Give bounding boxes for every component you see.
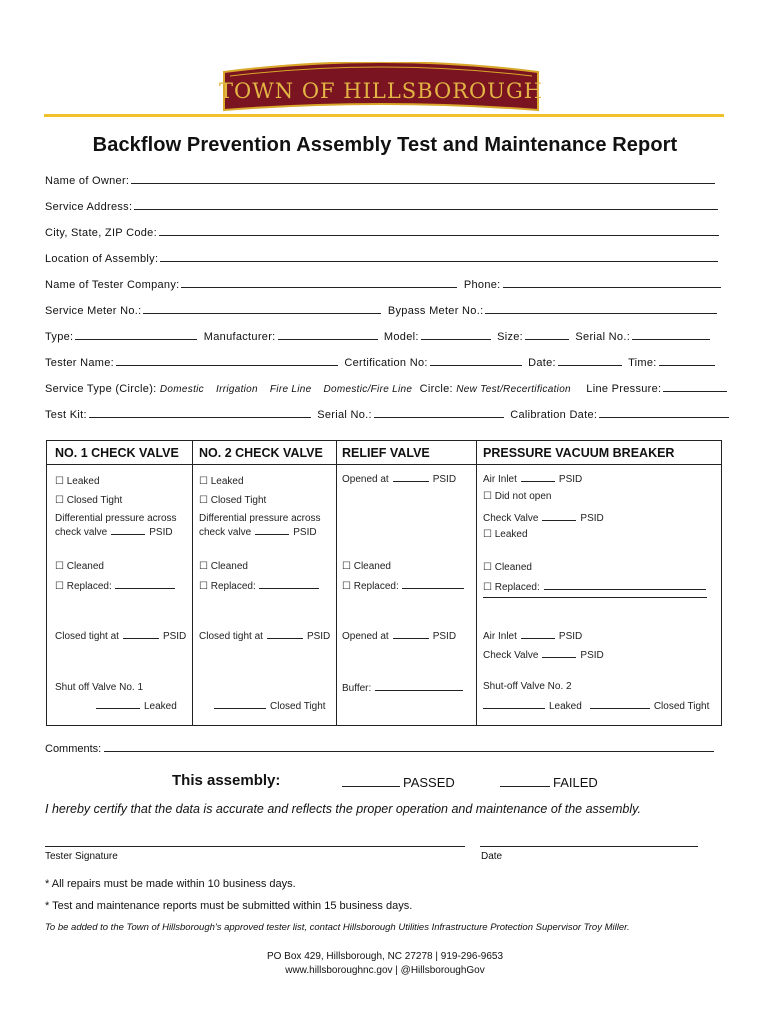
shutoff-1-closed-tight-field[interactable] [214, 699, 266, 709]
c2-diff-pressure-row[interactable] [199, 525, 317, 539]
type-label: Type: [45, 331, 74, 343]
table-border-bottom [46, 725, 722, 726]
logo-text: TOWN OF HILLSBOROUGH [218, 79, 544, 103]
c4-check-valve-psid-2: PSID [580, 650, 604, 661]
city-field[interactable] [159, 226, 719, 236]
c1-closed-tight-at-row[interactable] [55, 629, 186, 643]
c2-diff-pressure-label: Differential pressure across [199, 513, 321, 524]
service-meter-label: Service Meter No.: [45, 305, 142, 317]
shutoff-2-leaked-field[interactable] [483, 699, 545, 709]
c3-buffer-label: Buffer: [342, 683, 372, 694]
failed-label: FAILED [553, 775, 598, 790]
c4-leaked-checkbox[interactable]: ☐ Leaked [483, 529, 528, 540]
c1-replaced-row[interactable] [55, 579, 175, 593]
c3-buffer-row[interactable] [342, 681, 463, 695]
c1-closed-tight-at-label: Closed tight at [55, 631, 119, 642]
passed-field[interactable] [342, 777, 400, 787]
service-type-irrigation[interactable]: Irrigation [215, 384, 258, 395]
header-no2-check-valve: NO. 2 CHECK VALVE [199, 446, 323, 460]
table-col-divider-1 [192, 440, 193, 726]
owner-line[interactable] [45, 174, 718, 187]
table-col-divider-2 [336, 440, 337, 726]
c4-cleaned-checkbox[interactable]: ☐ Cleaned [483, 562, 532, 573]
line-pressure-label: Line Pressure: [586, 383, 662, 395]
c2-check-valve-label: check valve [199, 527, 252, 538]
c4-air-inlet-label-2: Air Inlet [483, 631, 517, 642]
c2-replaced-label: ☐ Replaced: [199, 581, 256, 592]
shutoff-2-leaked-label: Leaked [549, 701, 582, 712]
passed-label: PASSED [403, 775, 455, 790]
c2-psid-label: PSID [293, 527, 317, 538]
time-label: Time: [628, 357, 657, 369]
tester-name-field[interactable] [116, 356, 338, 366]
location-line[interactable] [45, 252, 721, 265]
table-border-left [46, 440, 47, 726]
c2-leaked-checkbox[interactable]: ☐ Leaked [199, 476, 244, 487]
c4-replaced-label: ☐ Replaced: [483, 582, 540, 593]
signature-date-field[interactable] [480, 846, 698, 847]
page-title: Backflow Prevention Assembly Test and Maintenance Report [92, 134, 678, 156]
table-header-divider [46, 464, 722, 465]
circle-new-test[interactable]: New Test/Recertification [456, 384, 571, 395]
c4-check-valve-field-2[interactable] [542, 648, 576, 658]
table-border-right [721, 440, 722, 726]
tester-list-note: To be added to the Town of Hillsborough's approved tester list, contact Hillsborough Utilities Infrastructure Protection Supervisor Troy Miller. [45, 922, 630, 933]
signature-date-label: Date [481, 851, 503, 862]
c4-air-inlet-row-2[interactable] [483, 629, 582, 643]
c1-psid-label: PSID [149, 527, 173, 538]
c4-check-valve-field[interactable] [542, 511, 576, 521]
tester-name-line[interactable] [45, 356, 718, 369]
c2-closed-tight-checkbox[interactable]: ☐ Closed Tight [199, 495, 267, 506]
bypass-meter-label: Bypass Meter No.: [387, 305, 484, 317]
c2-replaced-row[interactable] [199, 579, 319, 593]
c4-check-valve-label: Check Valve [483, 513, 539, 524]
c1-diff-pressure-field[interactable] [111, 525, 145, 535]
c3-opened-at-field-2[interactable] [393, 629, 429, 639]
c1-diff-pressure-row[interactable] [55, 525, 173, 539]
c3-psid-label-2: PSID [432, 631, 457, 642]
c3-buffer-field[interactable] [375, 681, 463, 691]
c4-air-inlet-field-2[interactable] [521, 629, 555, 639]
c4-check-valve-row-2[interactable] [483, 648, 604, 662]
comments-line[interactable] [45, 742, 714, 755]
logo-banner [218, 62, 544, 116]
c4-check-valve-psid: PSID [580, 513, 604, 524]
tester-signature-label: Tester Signature [45, 851, 118, 862]
c4-air-inlet-psid-2: PSID [558, 631, 583, 642]
service-meter-field[interactable] [143, 304, 381, 314]
c1-cleaned-checkbox[interactable]: ☐ Cleaned [55, 561, 104, 572]
shutoff-2-closed-tight-label: Closed Tight [653, 701, 710, 712]
c4-check-valve-row[interactable] [483, 511, 604, 525]
shutoff-valve-2-label: Shut-off Valve No. 2 [483, 681, 572, 692]
c2-replaced-field[interactable] [259, 579, 319, 589]
c3-opened-at-row[interactable] [342, 472, 456, 486]
owner-field[interactable] [131, 174, 715, 184]
certification-label: Certification No: [344, 357, 428, 369]
assembly-label: This assembly: [172, 772, 281, 789]
c3-opened-at-field[interactable] [393, 472, 429, 482]
c1-closed-tight-at-field[interactable] [123, 629, 159, 639]
service-type-domestic-fire[interactable]: Domestic/Fire Line [323, 384, 413, 395]
shutoff-1-closed-tight-row[interactable] [214, 699, 326, 713]
c3-opened-at-row-2[interactable] [342, 629, 456, 643]
c4-air-inlet-label: Air Inlet [483, 474, 517, 485]
header-relief-valve: RELIEF VALVE [342, 446, 430, 460]
type-line[interactable] [45, 330, 713, 343]
test-kit-serial-field[interactable] [374, 408, 504, 418]
city-label: City, State, ZIP Code: [45, 227, 157, 239]
c4-air-inlet-row[interactable] [483, 472, 582, 486]
service-type-line[interactable] [45, 382, 730, 395]
tester-signature-field[interactable] [45, 846, 465, 847]
c1-closed-tight-checkbox[interactable]: ☐ Closed Tight [55, 495, 123, 506]
c4-air-inlet-field[interactable] [521, 472, 555, 482]
tester-company-field[interactable] [181, 278, 457, 288]
shutoff-1-closed-tight-label: Closed Tight [270, 701, 326, 712]
serial-label: Serial No.: [575, 331, 631, 343]
c2-closed-tight-psid: PSID [306, 631, 331, 642]
c2-cleaned-checkbox[interactable]: ☐ Cleaned [199, 561, 248, 572]
footer-web: www.hillsboroughnc.gov | @HillsboroughGov [285, 965, 485, 976]
c4-replaced-row[interactable] [483, 580, 706, 594]
c1-leaked-checkbox[interactable]: ☐ Leaked [55, 476, 100, 487]
c3-psid-label: PSID [432, 474, 457, 485]
note-reports: * Test and maintenance reports must be submitted within 15 business days. [45, 900, 413, 912]
location-label: Location of Assembly: [45, 253, 159, 265]
bypass-meter-field[interactable] [485, 304, 717, 314]
c3-opened-at-label-2: Opened at [342, 631, 389, 642]
meter-line[interactable] [45, 304, 720, 317]
header-no1-check-valve: NO. 1 CHECK VALVE [55, 446, 179, 460]
phone-label: Phone: [463, 279, 501, 291]
size-label: Size: [497, 331, 524, 343]
c1-diff-pressure-label: Differential pressure across [55, 513, 177, 524]
c3-opened-at-label: Opened at [342, 474, 389, 485]
test-kit-serial-label: Serial No.: [317, 409, 372, 421]
manufacturer-label: Manufacturer: [203, 331, 276, 343]
date-label: Date: [528, 357, 556, 369]
serial-field[interactable] [632, 330, 710, 340]
service-address-label: Service Address: [45, 201, 133, 213]
comments-field[interactable] [104, 742, 714, 752]
failed-field[interactable] [500, 777, 550, 787]
c1-check-valve-label: check valve [55, 527, 108, 538]
passed-option[interactable] [342, 775, 455, 790]
certification-field[interactable] [430, 356, 522, 366]
c4-replaced-field-2[interactable] [483, 596, 707, 598]
c2-diff-pressure-field[interactable] [255, 525, 289, 535]
c4-did-not-open-checkbox[interactable]: ☐ Did not open [483, 491, 552, 502]
phone-field[interactable] [503, 278, 721, 288]
footer-address: PO Box 429, Hillsborough, NC 27278 | 919-296-9653 [266, 951, 504, 962]
owner-label: Name of Owner: [45, 175, 130, 187]
c1-replaced-label: ☐ Replaced: [55, 581, 112, 592]
c4-check-valve-label-2: Check Valve [483, 650, 539, 661]
circle-label: Circle: [419, 383, 453, 395]
service-address-field[interactable] [134, 200, 718, 210]
time-field[interactable] [659, 356, 715, 366]
c3-replaced-label: ☐ Replaced: [342, 581, 399, 592]
shutoff-2-row[interactable] [483, 699, 709, 713]
date-field[interactable] [558, 356, 622, 366]
shutoff-2-closed-tight-field[interactable] [590, 699, 650, 709]
model-label: Model: [383, 331, 419, 343]
comments-label: Comments: [45, 743, 102, 755]
shutoff-1-leaked-row[interactable] [96, 699, 177, 713]
tester-company-label: Name of Tester Company: [45, 279, 180, 291]
line-pressure-field[interactable] [663, 382, 727, 392]
header-pressure-vacuum-breaker: PRESSURE VACUUM BREAKER [483, 446, 675, 460]
table-col-divider-3 [476, 440, 477, 726]
shutoff-1-leaked-label: Leaked [144, 701, 177, 712]
tester-name-label: Tester Name: [45, 357, 115, 369]
certification-statement: I hereby certify that the data is accurate and reflects the proper operation and maintenance of the assembly. [45, 802, 641, 816]
service-type-domestic[interactable]: Domestic [159, 384, 204, 395]
test-kit-label: Test Kit: [45, 409, 87, 421]
c3-replaced-field[interactable] [402, 579, 464, 589]
table-border-top [46, 440, 722, 441]
c3-replaced-row[interactable] [342, 579, 464, 593]
calibration-label: Calibration Date: [510, 409, 598, 421]
shutoff-valve-1-label: Shut off Valve No. 1 [55, 682, 144, 693]
service-type-fire-line[interactable]: Fire Line [269, 384, 312, 395]
c4-psid-label: PSID [558, 474, 583, 485]
c3-cleaned-checkbox[interactable]: ☐ Cleaned [342, 561, 391, 572]
c2-closed-tight-at-row[interactable] [199, 629, 330, 643]
service-address-line[interactable] [45, 200, 721, 213]
location-field[interactable] [160, 252, 718, 262]
service-type-label: Service Type (Circle): [45, 383, 157, 395]
c4-replaced-field[interactable] [544, 580, 706, 590]
tester-company-line[interactable] [45, 278, 724, 291]
shutoff-1-leaked-field[interactable] [96, 699, 140, 709]
type-field[interactable] [75, 330, 197, 340]
gold-rule [44, 114, 724, 117]
note-repairs: * All repairs must be made within 10 business days. [45, 878, 296, 890]
model-field[interactable] [421, 330, 491, 340]
c1-replaced-field[interactable] [115, 579, 175, 589]
size-field[interactable] [525, 330, 569, 340]
test-results-table [46, 440, 722, 726]
calibration-field[interactable] [599, 408, 729, 418]
city-line[interactable] [45, 226, 722, 239]
test-kit-field[interactable] [89, 408, 311, 418]
manufacturer-field[interactable] [278, 330, 378, 340]
test-kit-line[interactable] [45, 408, 732, 421]
c2-closed-tight-at-label: Closed tight at [199, 631, 263, 642]
c1-closed-tight-psid: PSID [162, 631, 187, 642]
failed-option[interactable] [500, 775, 598, 790]
town-logo [218, 62, 544, 116]
c2-closed-tight-at-field[interactable] [267, 629, 303, 639]
